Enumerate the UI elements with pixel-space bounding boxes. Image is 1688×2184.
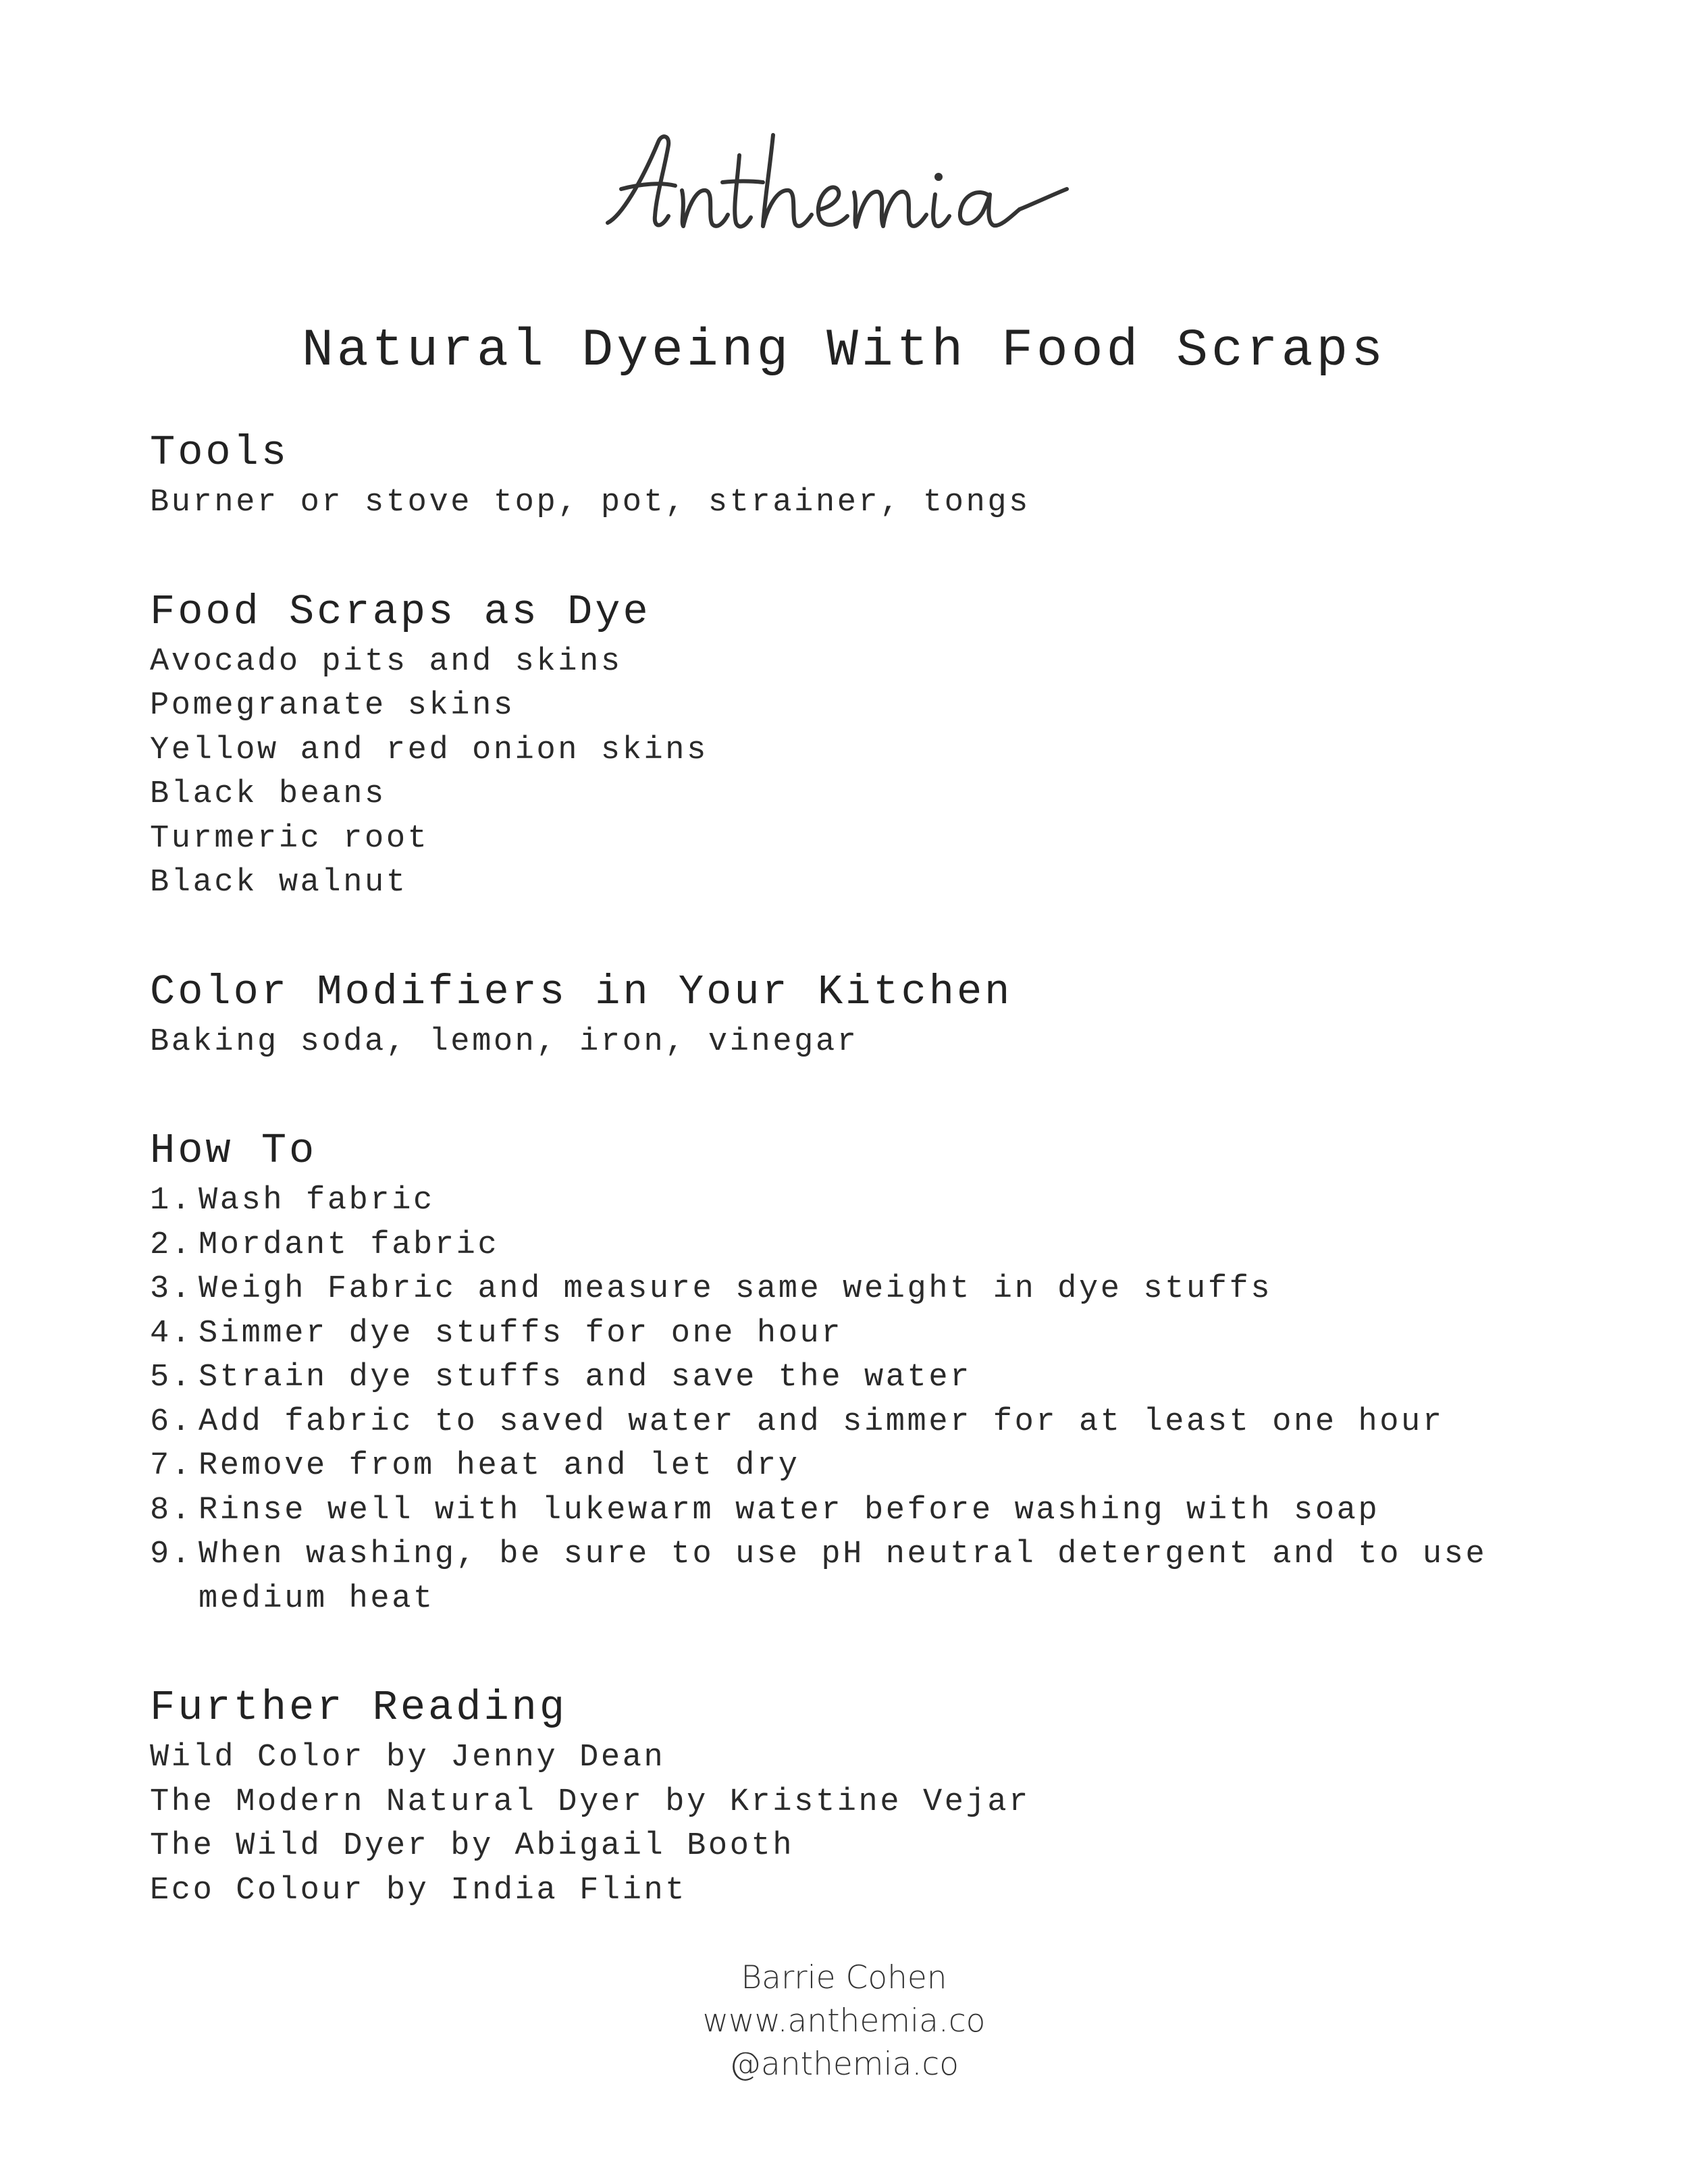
step-item — [150, 1312, 1554, 1356]
further-reading-section — [150, 1680, 1554, 1913]
social-handle[interactable]: @anthemia.co — [729, 2046, 959, 2083]
step-text: Weigh Fabric and measure same weight in dye stuffs — [199, 1271, 1273, 1307]
list-item: Pomegranate skins — [150, 688, 515, 724]
section-heading: How To — [150, 1127, 317, 1175]
tools-section — [150, 425, 1554, 525]
step-item — [150, 1179, 1554, 1223]
document-title: Natural Dyeing With Food Scraps — [301, 321, 1387, 381]
step-number: 8. — [150, 1492, 193, 1528]
section-heading: Further Reading — [150, 1684, 568, 1732]
modifiers-line: Baking soda, lemon, iron, vinegar — [150, 1023, 859, 1060]
document-body — [150, 425, 1554, 1913]
list-item: Black beans — [150, 776, 386, 812]
step-text: Mordant fabric — [199, 1227, 500, 1263]
step-text: Remove from heat and let dry — [199, 1448, 800, 1484]
step-number: 9. — [150, 1537, 193, 1572]
step-item — [150, 1444, 1554, 1489]
section-heading: Tools — [150, 429, 290, 477]
footer — [0, 1956, 1688, 2086]
step-item — [150, 1533, 1554, 1621]
step-number: 2. — [150, 1227, 193, 1263]
anthemia-logo — [594, 115, 1094, 270]
step-text: When washing, be sure to use pH neutral detergent and to use medium heat — [199, 1537, 1487, 1617]
step-text: Rinse well with lukewarm water before washing with soap — [199, 1492, 1380, 1528]
step-text: Wash fabric — [199, 1183, 435, 1219]
step-number: 3. — [150, 1271, 193, 1307]
step-item — [150, 1267, 1554, 1312]
step-number: 4. — [150, 1315, 193, 1352]
step-text: Strain dye stuffs and save the water — [199, 1360, 972, 1395]
step-number: 1. — [150, 1183, 193, 1219]
food-scraps-section — [150, 585, 1554, 905]
step-item — [150, 1223, 1554, 1268]
list-item: Turmeric root — [150, 820, 429, 857]
list-item: Black walnut — [150, 865, 408, 901]
section-heading: Color Modifiers in Your Kitchen — [150, 967, 1013, 1016]
reading-item: Wild Color by Jenny Dean — [150, 1740, 666, 1776]
step-number: 7. — [150, 1448, 193, 1484]
section-heading: Food Scraps as Dye — [150, 587, 651, 636]
tools-line: Burner or stove top, pot, strainer, tongs — [150, 485, 1030, 521]
script-logo-mark — [594, 115, 1094, 270]
reading-item: The Wild Dyer by Abigail Booth — [150, 1828, 795, 1864]
list-item: Avocado pits and skins — [150, 643, 623, 680]
step-item — [150, 1489, 1554, 1533]
reading-item: Eco Colour by India Flint — [150, 1872, 687, 1909]
step-text: Simmer dye stuffs for one hour — [199, 1315, 843, 1352]
step-text: Add fabric to saved water and simmer for at least one hour — [199, 1404, 1444, 1440]
author-name: Barrie Cohen — [741, 1959, 947, 1996]
how-to-section — [150, 1123, 1554, 1621]
step-number: 6. — [150, 1404, 193, 1440]
step-number: 5. — [150, 1360, 193, 1395]
step-item — [150, 1356, 1554, 1400]
steps-list — [150, 1179, 1554, 1621]
website-link[interactable]: www.anthemia.co — [702, 2002, 986, 2040]
list-item: Yellow and red onion skins — [150, 732, 708, 768]
reading-item: The Modern Natural Dyer by Kristine Vejar — [150, 1784, 1030, 1820]
step-item — [150, 1400, 1554, 1445]
color-modifiers-section — [150, 965, 1554, 1065]
